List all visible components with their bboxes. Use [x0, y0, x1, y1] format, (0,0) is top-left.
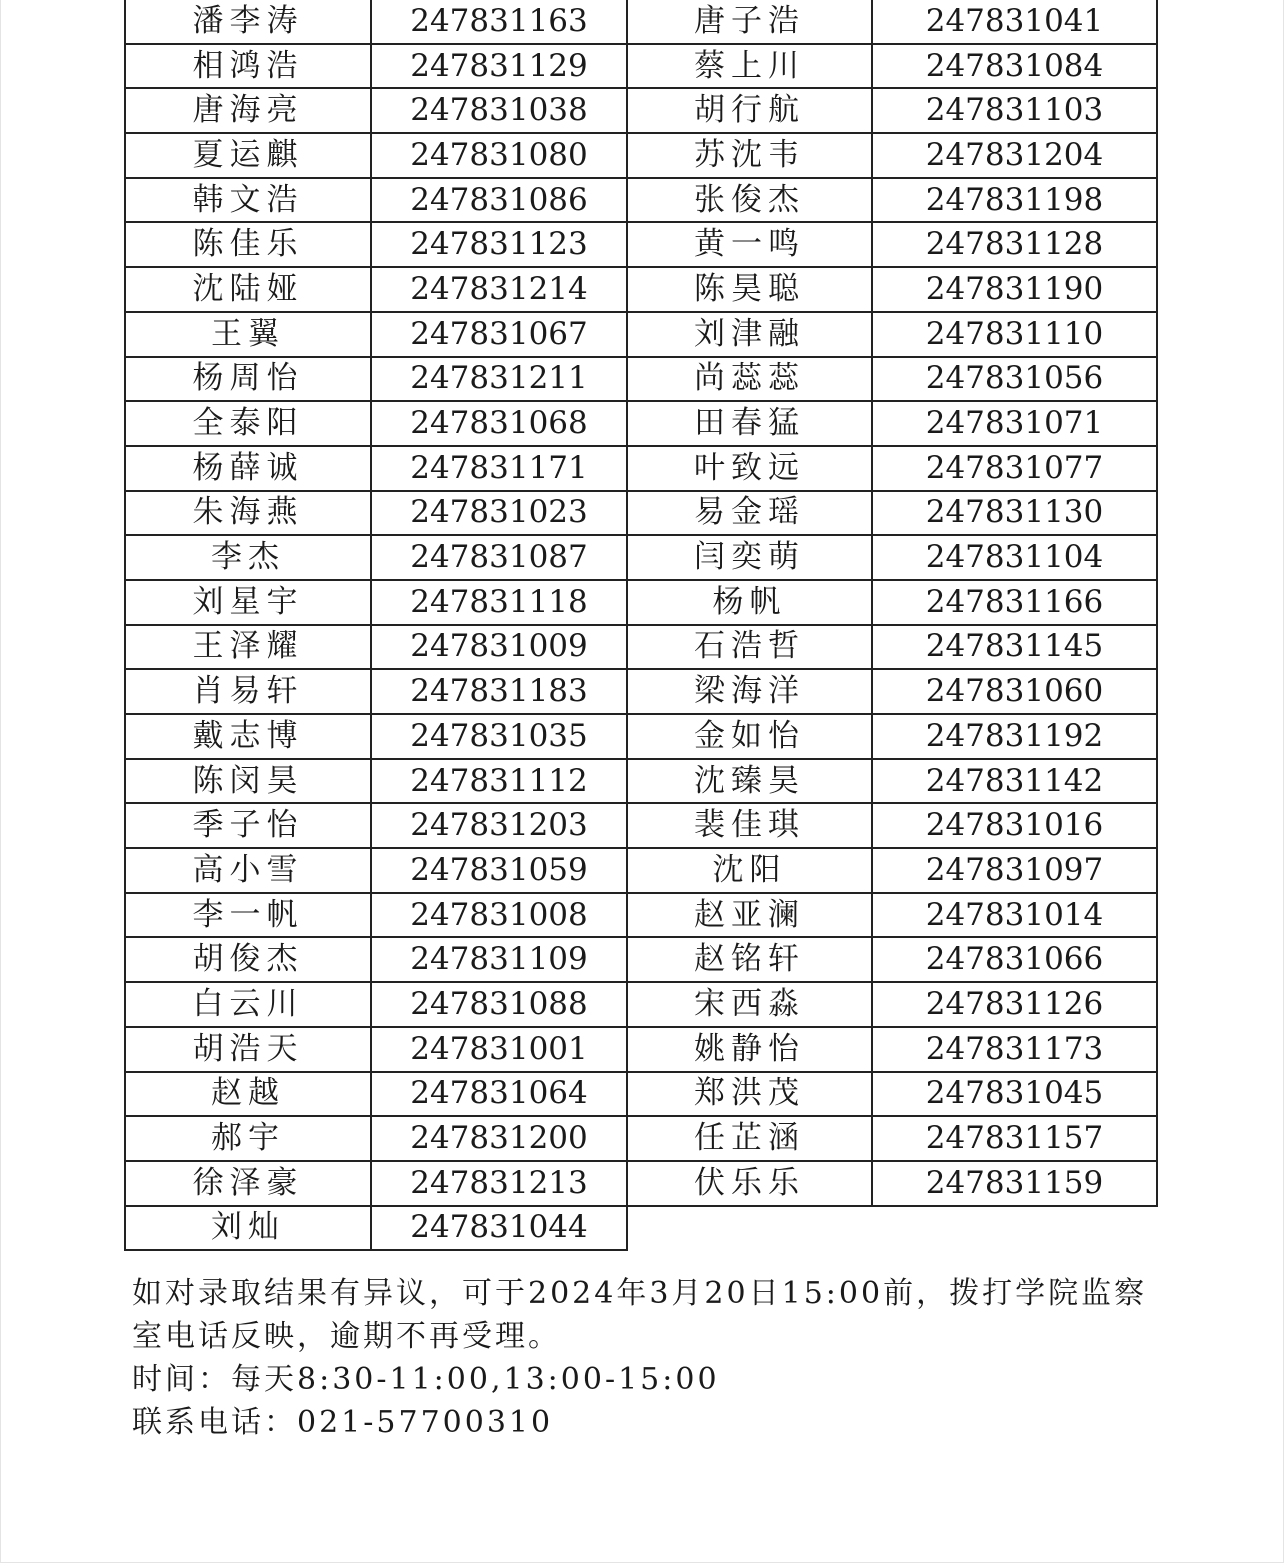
student-id-cell: 247831190 — [872, 267, 1157, 312]
student-id-cell: 247831104 — [872, 535, 1157, 580]
student-id-cell: 247831038 — [371, 88, 627, 133]
student-id-cell: 247831204 — [872, 133, 1157, 178]
student-id-cell: 247831064 — [371, 1072, 627, 1117]
student-id-cell: 247831211 — [371, 357, 627, 402]
student-id-cell: 247831203 — [371, 803, 627, 848]
student-id-cell: 247831077 — [872, 446, 1157, 491]
student-name-cell: 李一帆 — [125, 893, 371, 938]
student-name-cell: 苏沈韦 — [627, 133, 872, 178]
student-id-cell: 247831129 — [371, 44, 627, 89]
student-name-cell: 杨帆 — [627, 580, 872, 625]
student-name-cell: 伏乐乐 — [627, 1161, 872, 1206]
objection-notice-line-1: 如对录取结果有异议，可于2024年3月20日15:00前，拨打学院监察 — [132, 1276, 1148, 1311]
student-id-cell: 247831110 — [872, 312, 1157, 357]
student-id-cell: 247831056 — [872, 357, 1157, 402]
student-name-cell: 季子怡 — [125, 803, 371, 848]
student-name-cell: 田春猛 — [627, 401, 872, 446]
student-id-cell: 247831130 — [872, 491, 1157, 536]
table-row — [125, 1027, 1157, 1072]
student-id-cell: 247831071 — [872, 401, 1157, 446]
table-row — [125, 803, 1157, 848]
student-name-cell: 王翼 — [125, 312, 371, 357]
student-name-cell: 沈阳 — [627, 848, 872, 893]
student-id-cell: 247831060 — [872, 669, 1157, 714]
student-name-cell: 杨薛诚 — [125, 446, 371, 491]
student-id-cell: 247831001 — [371, 1027, 627, 1072]
student-id-cell: 247831014 — [872, 893, 1157, 938]
student-name-cell: 陈闵昊 — [125, 759, 371, 804]
table-row — [125, 625, 1157, 670]
student-id-cell: 247831126 — [872, 982, 1157, 1027]
admission-roster-table — [124, 0, 1158, 1251]
table-row — [125, 848, 1157, 893]
table-row — [125, 937, 1157, 982]
student-id-cell: 247831103 — [872, 88, 1157, 133]
student-name-cell: 高小雪 — [125, 848, 371, 893]
student-name-cell: 朱海燕 — [125, 491, 371, 536]
student-id-cell: 247831213 — [371, 1161, 627, 1206]
student-name-cell: 沈臻昊 — [627, 759, 872, 804]
student-id-cell: 247831166 — [872, 580, 1157, 625]
student-id-cell: 247831183 — [371, 669, 627, 714]
student-name-cell: 郑洪茂 — [627, 1072, 872, 1117]
table-row — [125, 714, 1157, 759]
student-name-cell: 黄一鸣 — [627, 222, 872, 267]
student-id-cell: 247831214 — [371, 267, 627, 312]
student-id-cell: 247831045 — [872, 1072, 1157, 1117]
table-row — [125, 178, 1157, 223]
table-row — [125, 88, 1157, 133]
table-row — [125, 222, 1157, 267]
student-id-cell: 247831198 — [872, 178, 1157, 223]
table-row — [125, 133, 1157, 178]
table-row — [125, 982, 1157, 1027]
student-name-cell: 裴佳琪 — [627, 803, 872, 848]
student-name-cell: 夏运麒 — [125, 133, 371, 178]
student-name-cell: 姚静怡 — [627, 1027, 872, 1072]
empty-cell — [627, 1206, 872, 1251]
student-id-cell: 247831157 — [872, 1116, 1157, 1161]
student-id-cell: 247831192 — [872, 714, 1157, 759]
table-row — [125, 0, 1157, 44]
student-name-cell: 唐海亮 — [125, 88, 371, 133]
student-name-cell: 蔡上川 — [627, 44, 872, 89]
objection-notice-line-2: 室电话反映，逾期不再受理。 — [132, 1319, 561, 1354]
student-id-cell: 247831067 — [371, 312, 627, 357]
office-hours: 时间：每天8:30-11:00,13:00-15:00 — [132, 1362, 720, 1397]
student-id-cell: 247831200 — [371, 1116, 627, 1161]
roster-body — [125, 0, 1157, 1250]
student-name-cell: 杨周怡 — [125, 357, 371, 402]
student-name-cell: 易金瑶 — [627, 491, 872, 536]
student-name-cell: 全泰阳 — [125, 401, 371, 446]
table-row — [125, 1072, 1157, 1117]
student-name-cell: 陈佳乐 — [125, 222, 371, 267]
student-id-cell: 247831066 — [872, 937, 1157, 982]
table-row — [125, 669, 1157, 714]
student-id-cell: 247831041 — [872, 0, 1157, 44]
student-name-cell: 肖易轩 — [125, 669, 371, 714]
student-name-cell: 赵越 — [125, 1072, 371, 1117]
student-name-cell: 李杰 — [125, 535, 371, 580]
student-name-cell: 宋西淼 — [627, 982, 872, 1027]
table-row — [125, 1161, 1157, 1206]
student-name-cell: 陈昊聪 — [627, 267, 872, 312]
student-name-cell: 刘星宇 — [125, 580, 371, 625]
student-name-cell: 郝宇 — [125, 1116, 371, 1161]
student-name-cell: 沈陆娅 — [125, 267, 371, 312]
student-name-cell: 张俊杰 — [627, 178, 872, 223]
student-name-cell: 石浩哲 — [627, 625, 872, 670]
student-id-cell: 247831016 — [872, 803, 1157, 848]
table-row — [125, 580, 1157, 625]
student-id-cell: 247831173 — [872, 1027, 1157, 1072]
student-name-cell: 刘津融 — [627, 312, 872, 357]
student-id-cell: 247831035 — [371, 714, 627, 759]
student-id-cell: 247831087 — [371, 535, 627, 580]
student-name-cell: 金如怡 — [627, 714, 872, 759]
notice-section — [132, 1272, 1152, 1444]
student-id-cell: 247831068 — [371, 401, 627, 446]
student-name-cell: 白云川 — [125, 982, 371, 1027]
student-id-cell: 247831044 — [371, 1206, 627, 1251]
student-name-cell: 相鸿浩 — [125, 44, 371, 89]
student-id-cell: 247831171 — [371, 446, 627, 491]
student-name-cell: 胡行航 — [627, 88, 872, 133]
table-row — [125, 1116, 1157, 1161]
student-name-cell: 任芷涵 — [627, 1116, 872, 1161]
student-id-cell: 247831088 — [371, 982, 627, 1027]
contact-phone: 联系电话：021-57700310 — [132, 1405, 554, 1440]
student-id-cell: 247831142 — [872, 759, 1157, 804]
student-id-cell: 247831097 — [872, 848, 1157, 893]
student-id-cell: 247831123 — [371, 222, 627, 267]
student-id-cell: 247831086 — [371, 178, 627, 223]
table-row — [125, 1206, 1157, 1251]
student-name-cell: 梁海洋 — [627, 669, 872, 714]
student-id-cell: 247831109 — [371, 937, 627, 982]
student-name-cell: 唐子浩 — [627, 0, 872, 44]
student-id-cell: 247831118 — [371, 580, 627, 625]
student-name-cell: 潘李涛 — [125, 0, 371, 44]
student-name-cell: 韩文浩 — [125, 178, 371, 223]
empty-cell — [872, 1206, 1157, 1251]
student-id-cell: 247831159 — [872, 1161, 1157, 1206]
student-id-cell: 247831163 — [371, 0, 627, 44]
student-id-cell: 247831008 — [371, 893, 627, 938]
table-row — [125, 44, 1157, 89]
table-row — [125, 267, 1157, 312]
student-id-cell: 247831084 — [872, 44, 1157, 89]
student-id-cell: 247831023 — [371, 491, 627, 536]
student-name-cell: 赵铭轩 — [627, 937, 872, 982]
table-row — [125, 312, 1157, 357]
table-row — [125, 446, 1157, 491]
table-row — [125, 491, 1157, 536]
student-name-cell: 尚蕊蕊 — [627, 357, 872, 402]
table-row — [125, 759, 1157, 804]
student-id-cell: 247831128 — [872, 222, 1157, 267]
table-row — [125, 401, 1157, 446]
student-id-cell: 247831059 — [371, 848, 627, 893]
student-name-cell: 闫奕萌 — [627, 535, 872, 580]
student-name-cell: 胡浩天 — [125, 1027, 371, 1072]
table-row — [125, 893, 1157, 938]
student-name-cell: 戴志博 — [125, 714, 371, 759]
student-name-cell: 王泽耀 — [125, 625, 371, 670]
student-name-cell: 刘灿 — [125, 1206, 371, 1251]
student-id-cell: 247831112 — [371, 759, 627, 804]
student-id-cell: 247831145 — [872, 625, 1157, 670]
student-name-cell: 叶致远 — [627, 446, 872, 491]
table-row — [125, 357, 1157, 402]
student-id-cell: 247831009 — [371, 625, 627, 670]
student-name-cell: 胡俊杰 — [125, 937, 371, 982]
student-name-cell: 赵亚澜 — [627, 893, 872, 938]
student-name-cell: 徐泽豪 — [125, 1161, 371, 1206]
table-row — [125, 535, 1157, 580]
student-id-cell: 247831080 — [371, 133, 627, 178]
